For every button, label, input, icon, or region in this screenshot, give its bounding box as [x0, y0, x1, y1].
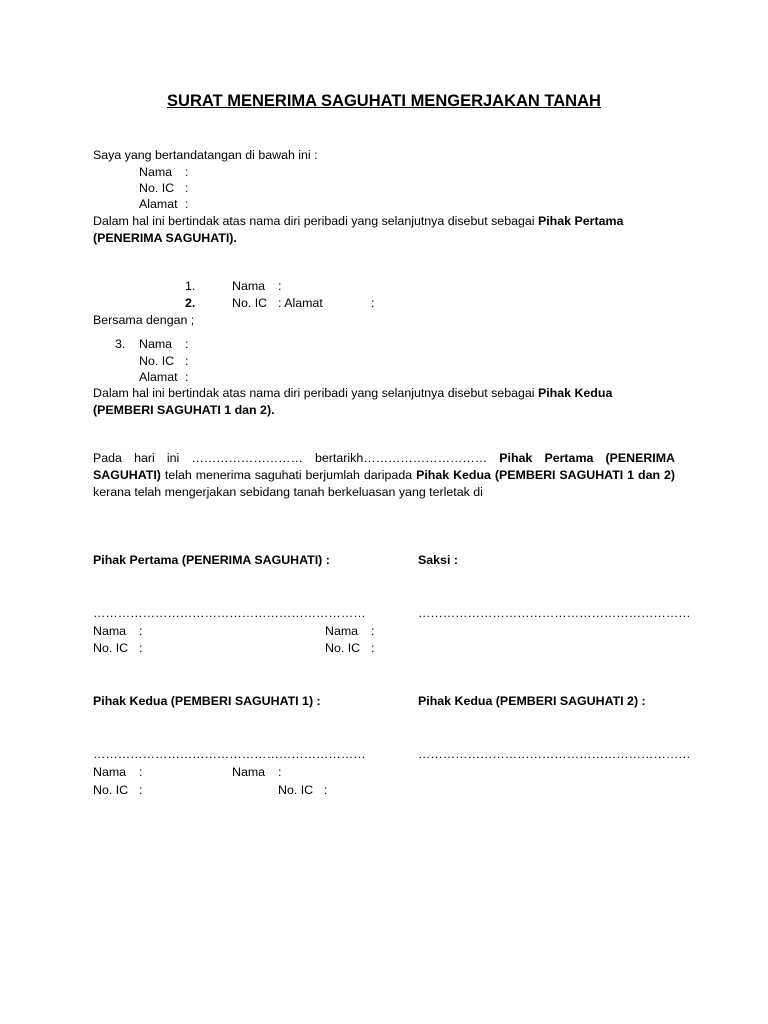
- colon: :: [139, 765, 143, 779]
- colon: :: [278, 279, 282, 293]
- label-alamat: Alamat: [139, 370, 178, 384]
- signature-line: …………………………………………………………: [93, 747, 366, 761]
- paragraph-pihak-kedua: Dalam hal ini bertindak atas nama diri peribadi yang selanjutnya disebut sebagai Pihak Kedua (PEMBERI SAGUHATI 1 dan 2).: [93, 386, 613, 417]
- label-nama: Nama: [93, 624, 127, 638]
- label-alamat: Alamat: [139, 197, 178, 211]
- label-nama: Nama: [232, 765, 266, 779]
- heading-pihak-pertama: Pihak Pertama (PENERIMA SAGUHATI) :: [93, 553, 330, 567]
- heading-saksi: Saksi :: [418, 553, 458, 567]
- colon: :: [371, 641, 375, 655]
- colon: :: [139, 624, 143, 638]
- signature-line: …………………………………………………………: [418, 747, 691, 761]
- number-3: 3.: [115, 337, 126, 351]
- label-noic: No. IC: [278, 783, 314, 797]
- colon: :: [139, 641, 143, 655]
- colon: :: [185, 354, 189, 368]
- label-noic: No. IC: [232, 296, 268, 310]
- colon: :: [324, 783, 328, 797]
- colon: :: [185, 370, 189, 384]
- paragraph-saguhati: Pada hari ini ……………………… bertarikh………………………… Pihak Pertama (PENERIMA SAGUHATI) telah menerima saguhati berjumlah daripada Pihak Kedua (PEMBERI SAGUHATI 1 dan 2) kerana telah mengerjakan sebidang tanah berkeluasan yang terletak di: [93, 451, 676, 499]
- document-title: SURAT MENERIMA SAGUHATI MENGERJAKAN TANAH: [167, 92, 601, 110]
- heading-pihak-kedua-2: Pihak Kedua (PEMBERI SAGUHATI 2) :: [418, 694, 646, 708]
- paragraph-pihak-pertama: Dalam hal ini bertindak atas nama diri peribadi yang selanjutnya disebut sebagai Pihak Pertama (PENERIMA SAGUHATI).: [93, 214, 624, 245]
- label-noic: No. IC: [93, 783, 129, 797]
- colon: :: [185, 181, 189, 195]
- label-nama: Nama: [232, 279, 266, 293]
- bersama-text: Bersama dengan ;: [93, 313, 195, 327]
- label-nama: Nama: [139, 337, 173, 351]
- signature-line: …………………………………………………………: [93, 606, 366, 620]
- number-2: 2.: [185, 296, 196, 310]
- label-nama: Nama: [139, 165, 173, 179]
- label-noic-alamat: : Alamat: [278, 296, 323, 310]
- colon: :: [185, 165, 189, 179]
- colon: :: [185, 337, 189, 351]
- label-noic: No. IC: [93, 641, 129, 655]
- signature-line: …………………………………………………………: [418, 606, 691, 620]
- label-noic: No. IC: [139, 181, 175, 195]
- colon: :: [185, 197, 189, 211]
- label-noic: No. IC: [325, 641, 361, 655]
- label-nama: Nama: [325, 624, 359, 638]
- colon: :: [371, 624, 375, 638]
- heading-pihak-kedua-1: Pihak Kedua (PEMBERI SAGUHATI 1) :: [93, 694, 321, 708]
- intro-text: Saya yang bertandatangan di bawah ini :: [93, 148, 318, 162]
- label-nama: Nama: [93, 765, 127, 779]
- number-1: 1.: [185, 279, 196, 293]
- colon: :: [278, 765, 282, 779]
- label-noic: No. IC: [139, 354, 175, 368]
- colon: :: [371, 296, 375, 310]
- colon: :: [139, 783, 143, 797]
